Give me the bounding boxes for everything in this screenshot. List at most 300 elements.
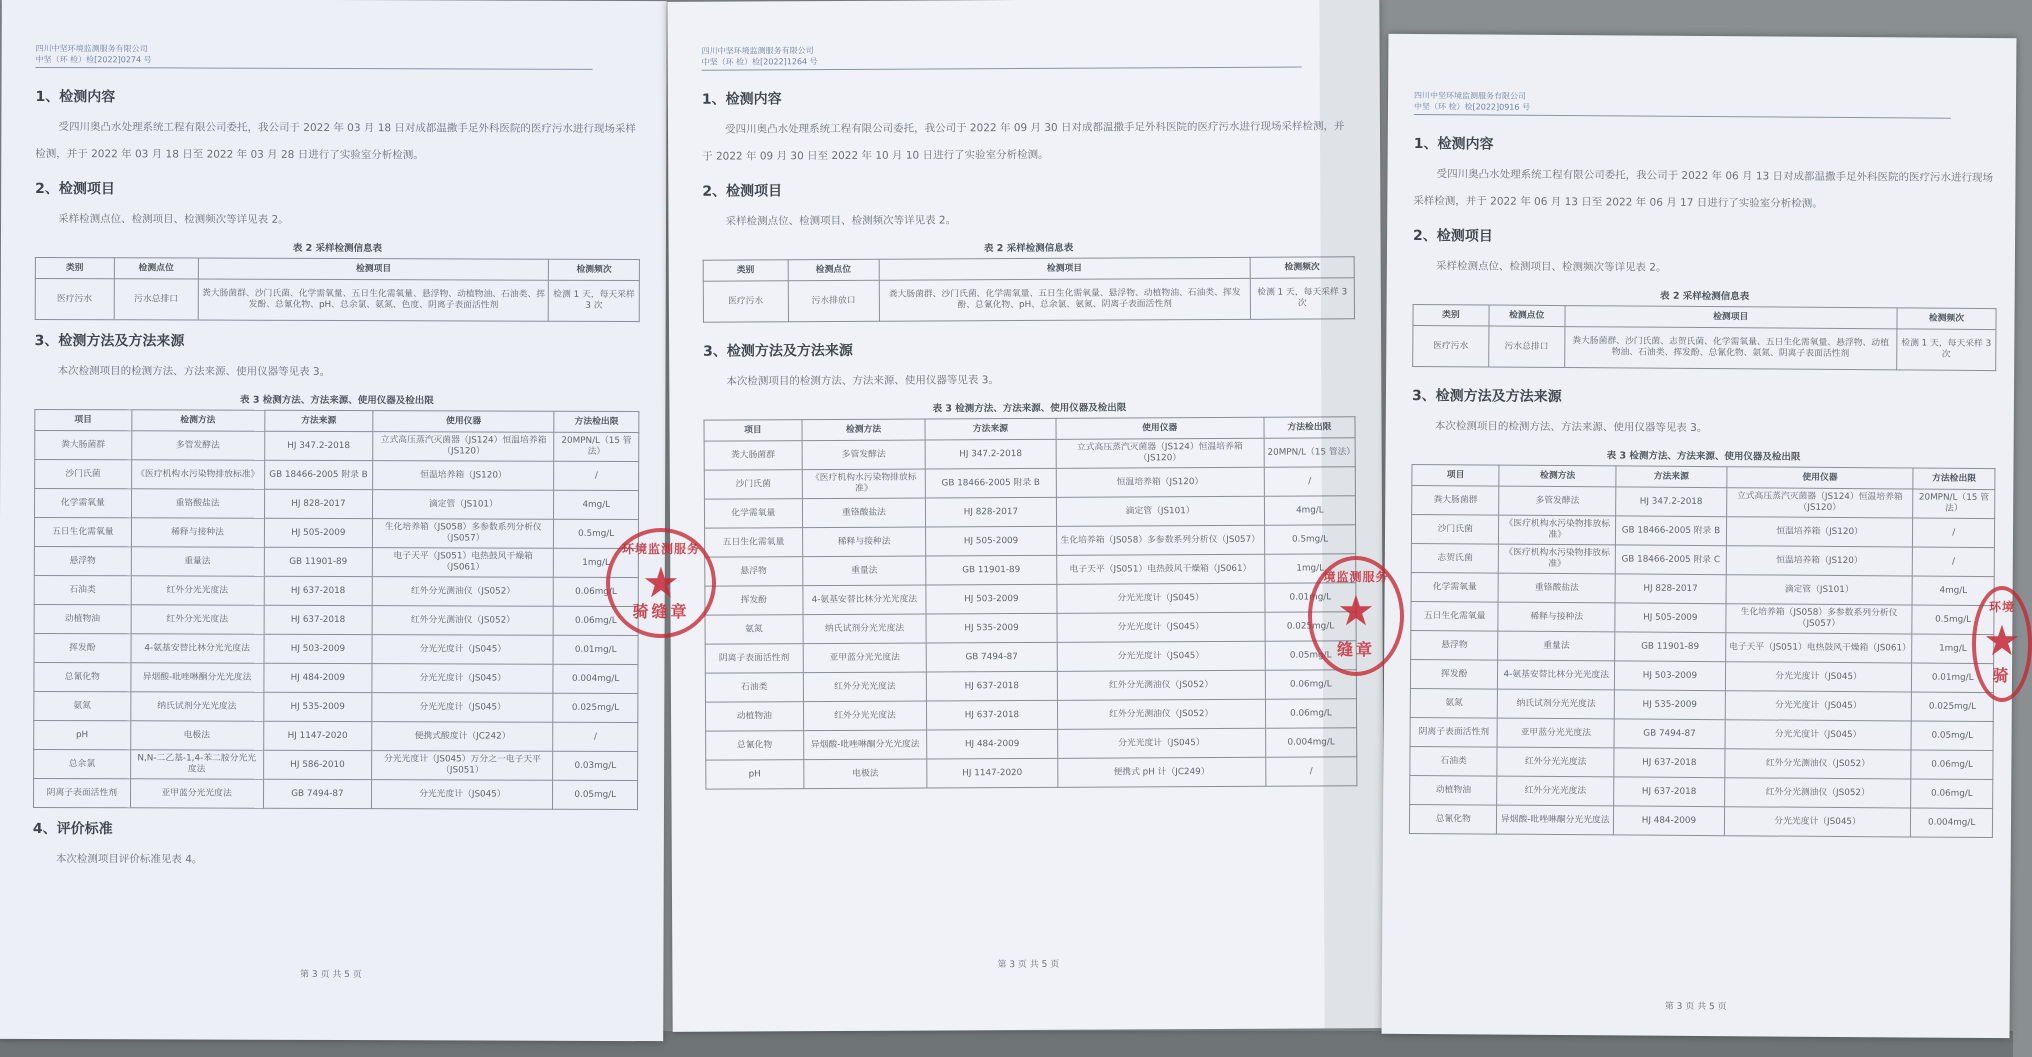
table-cell: 0.06mg/L bbox=[554, 577, 639, 606]
table-cell: 悬浮物 bbox=[1411, 630, 1499, 660]
column-header: 方法检出限 bbox=[554, 411, 639, 432]
seal-mark-text: 骑缝章 bbox=[632, 602, 690, 621]
table-row bbox=[705, 525, 1356, 557]
table-cell: 生化培养箱（JS058）多参数系列分析仪（JS057） bbox=[1726, 604, 1913, 634]
table-cell: 悬浮物 bbox=[705, 557, 803, 587]
table-cell: pH bbox=[34, 720, 131, 749]
table-header-row bbox=[35, 409, 639, 432]
report-sheet-1 bbox=[0, 0, 667, 1041]
table-cell: 医疗污水 bbox=[1413, 325, 1489, 367]
report-number: 中坚（环 检）检[2022]0916 号 bbox=[1413, 101, 1531, 112]
table-row bbox=[1412, 485, 1995, 518]
table-cell: / bbox=[554, 461, 639, 490]
section-title: 1、检测内容 bbox=[701, 91, 782, 108]
table-row bbox=[1410, 659, 1993, 692]
table-cell: 滴定管（JS101） bbox=[1726, 575, 1913, 605]
table-cell: 红外分光光度法 bbox=[1497, 747, 1614, 777]
sampling-info-table bbox=[1412, 304, 1996, 371]
table-header-row bbox=[35, 257, 639, 280]
table-cell: 0.03mg/L bbox=[553, 751, 638, 780]
table-cell: 0.004mg/L bbox=[1911, 808, 1993, 838]
table-cell: 重铬酸盐法 bbox=[131, 489, 264, 518]
table-cell: 20MPN/L（15 管法） bbox=[554, 432, 639, 461]
table-cell: 分光光度计（JS045） bbox=[1724, 807, 1911, 837]
company-name: 四川中坚环境监测服务有限公司 bbox=[35, 43, 148, 54]
table-cell: 多管发酵法 bbox=[131, 431, 264, 460]
table-cell: 动植物油 bbox=[1410, 775, 1498, 805]
table-cell: 0.06mg/L bbox=[1265, 670, 1356, 699]
table-cell: 0.05mg/L bbox=[1265, 641, 1356, 670]
table-cell: 0.06mg/L bbox=[1265, 699, 1356, 728]
sampling-info-table bbox=[703, 256, 1355, 322]
table-cell: 医疗污水 bbox=[35, 278, 114, 319]
column-header: 检测项目 bbox=[1565, 306, 1897, 329]
table-cell: 4-氨基安替比林分光光度法 bbox=[803, 585, 927, 615]
section-text: 本次检测项目评价标准见表 4。 bbox=[55, 853, 203, 866]
table-cell: 石油类 bbox=[705, 673, 803, 703]
table-cell: 化学需氧量 bbox=[35, 488, 132, 517]
table-cell: HJ 503-2009 bbox=[263, 634, 372, 663]
table-cell: 恒温培养箱（JS120） bbox=[373, 461, 554, 491]
table-cell: 红外分光光度法 bbox=[1497, 776, 1614, 806]
table-cell: 《医疗机构水污染物排放标准》 bbox=[131, 460, 264, 489]
table-row bbox=[1411, 543, 1994, 576]
table-cell: 分光光度计（JS045） bbox=[1725, 662, 1912, 692]
table-cell: 粪大肠菌群、沙门氏菌、化学需氧量、五日生化需氧量、悬浮物、动植物油、石油类、挥发酚、总氰化物、pH、总余氯、氨氮、色度、阴离子表面活性剂 bbox=[198, 279, 548, 321]
table-cell: 沙门氏菌 bbox=[35, 459, 132, 488]
table-cell: 悬浮物 bbox=[34, 546, 131, 575]
table-cell: GB 11901-89 bbox=[1615, 632, 1726, 662]
table-row bbox=[706, 728, 1357, 760]
table-row bbox=[34, 749, 638, 780]
section-title: 1、检测内容 bbox=[1413, 135, 1494, 153]
table-cell: 检测 1 天，每天采样 3 次 bbox=[1250, 278, 1354, 320]
table-cell: HJ 637-2018 bbox=[927, 671, 1057, 701]
table-cell: GB 18466-2005 附录 B bbox=[264, 460, 373, 489]
star-icon: ★ bbox=[1983, 616, 2021, 665]
table-cell: 4mg/L bbox=[1264, 496, 1355, 525]
table-cell: 分光光度计（JS045） bbox=[372, 664, 553, 694]
table-cell: HJ 484-2009 bbox=[263, 663, 372, 692]
table-cell: 电子天平（JS051）电热鼓风干燥箱（JS061） bbox=[1725, 633, 1912, 663]
table-cell: 动植物油 bbox=[34, 604, 131, 633]
table-row bbox=[705, 699, 1356, 731]
table-cell: 滴定管（JS101） bbox=[373, 490, 554, 520]
methods-table-body bbox=[33, 430, 638, 809]
table-cell: 立式高压蒸汽灭菌器（JS124）恒温培养箱（JS120） bbox=[1726, 488, 1913, 518]
table-row bbox=[1410, 717, 1993, 750]
table-cell: 20MPN/L（15 管法） bbox=[1264, 438, 1355, 467]
table-cell: 《医疗机构水污染物排放标准》 bbox=[1499, 515, 1616, 545]
table-cell: 检测 1 天，每天采样 3 次 bbox=[549, 280, 640, 321]
table-cell: 0.05mg/L bbox=[1911, 721, 1993, 751]
table-cell: 《医疗机构水污染物排放标准》 bbox=[802, 469, 926, 499]
table-row bbox=[705, 554, 1356, 586]
table-cell: 1mg/L bbox=[1912, 634, 1994, 664]
table-row bbox=[705, 583, 1356, 615]
section-title: 1、检测内容 bbox=[35, 88, 116, 106]
table-row bbox=[35, 488, 639, 519]
table-cell: 0.06mg/L bbox=[1911, 779, 1993, 809]
table-cell: GB 7494-87 bbox=[263, 779, 372, 808]
seal-stamp bbox=[606, 528, 716, 638]
table-cell: HJ 484-2009 bbox=[927, 729, 1057, 759]
table-cell: 总氰化物 bbox=[34, 662, 131, 691]
section-text: 采样检测点位、检测项目、检测频次等详见表 2。 bbox=[58, 213, 289, 226]
table-cell: 红外分光测油仪（JS052） bbox=[1725, 749, 1912, 779]
table-cell: 分光光度计（JS045） bbox=[1725, 720, 1912, 750]
table-cell: 稀释与接种法 bbox=[131, 518, 264, 547]
section-title: 3、检测方法及方法来源 bbox=[34, 332, 185, 350]
table-row bbox=[1411, 572, 1994, 605]
table-cell: 异烟酸-吡唑啉酮分光光度法 bbox=[803, 730, 927, 760]
report-sheet-3 bbox=[1382, 34, 2017, 1038]
section-text: 本次检测项目的检测方法、方法来源、使用仪器等见表 3。 bbox=[1434, 420, 1708, 435]
table-cell: 粪大肠菌群、沙门氏菌、化学需氧量、五日生化需氧量、悬浮物、动植物油、石油类、挥发酚、总氰化物、pH、总余氯、氨氮、阴离子表面活性剂 bbox=[879, 278, 1250, 321]
company-name: 四川中坚环境监测服务有限公司 bbox=[701, 46, 814, 56]
section-title: 2、检测项目 bbox=[702, 183, 783, 200]
table-cell: HJ 637-2018 bbox=[927, 700, 1057, 730]
table-row bbox=[35, 459, 639, 490]
table-cell: 1mg/L bbox=[554, 548, 639, 577]
table-cell: 分光光度计（JS045） bbox=[1725, 691, 1912, 721]
table-cell: 粪大肠菌群 bbox=[704, 441, 802, 471]
seal-arc-text: 环境 bbox=[1988, 600, 2015, 614]
table-cell: 分光光度计（JS045） bbox=[1057, 612, 1265, 642]
table-cell: HJ 503-2009 bbox=[1614, 661, 1725, 691]
table-cell: 污水总排口 bbox=[1488, 326, 1564, 368]
column-header: 检测方法 bbox=[131, 410, 264, 431]
table-cell: 分光光度计（JS045） bbox=[1057, 728, 1265, 758]
table-cell: 0.05mg/L bbox=[553, 780, 638, 809]
section-title: 3、检测方法及方法来源 bbox=[1411, 387, 1562, 406]
table-cell: 4-氨基安替比林分光光度法 bbox=[1498, 660, 1615, 690]
table-cell: 0.004mg/L bbox=[553, 664, 638, 693]
table-cell: HJ 347.2-2018 bbox=[264, 431, 373, 460]
page-number: 第 3 页 共 5 页 bbox=[997, 959, 1060, 971]
table-cell: 石油类 bbox=[34, 575, 131, 604]
table-cell: 医疗污水 bbox=[703, 281, 788, 322]
section-title: 2、检测项目 bbox=[35, 180, 115, 198]
table-cell: 稀释与接种法 bbox=[802, 527, 926, 557]
table-cell: 红外分光测油仪（JS052） bbox=[1724, 778, 1911, 808]
table-cell: 恒温培养箱（JS120） bbox=[1726, 517, 1913, 547]
table-cell: 总余氯 bbox=[34, 749, 131, 778]
table-cell: 亚甲蓝分光光度法 bbox=[803, 643, 927, 673]
table-cell: 红外分光光度法 bbox=[803, 701, 927, 731]
column-header: 方法检出限 bbox=[1913, 468, 1995, 490]
sheet-header bbox=[1414, 90, 1951, 119]
table-row bbox=[1410, 688, 1993, 721]
table-cell: 分光光度计（JS045） bbox=[372, 635, 553, 665]
methods-table bbox=[703, 416, 1357, 789]
table-cell: 阴离子表面活性剂 bbox=[1410, 717, 1498, 747]
table-cell: 挥发酚 bbox=[705, 586, 803, 616]
table-cell: 0.025mg/L bbox=[1265, 612, 1356, 641]
column-header: 项目 bbox=[704, 420, 802, 442]
table-caption: 表 2 采样检测信息表 bbox=[983, 242, 1074, 255]
table-cell: 重量法 bbox=[131, 547, 264, 576]
table-cell: HJ 1147-2020 bbox=[927, 758, 1057, 788]
table-cell: 生化培养箱（JS058）多参数系列分析仪（JS057） bbox=[1056, 525, 1264, 555]
table-cell: HJ 347.2-2018 bbox=[1616, 487, 1727, 517]
methods-table-body bbox=[1409, 485, 1994, 837]
table-cell: HJ 484-2009 bbox=[1613, 806, 1724, 836]
column-header: 检测频次 bbox=[549, 259, 640, 280]
table-cell: HJ 503-2009 bbox=[926, 584, 1056, 614]
seal-mark-text: 骑 bbox=[1992, 666, 2012, 685]
table-cell: 0.5mg/L bbox=[1264, 525, 1355, 554]
table-cell: 0.025mg/L bbox=[1912, 692, 1994, 722]
table-cell: 沙门氏菌 bbox=[1411, 514, 1499, 544]
table-cell: 分光光度计（JS045） bbox=[372, 780, 553, 810]
table-row bbox=[34, 575, 638, 606]
table-cell: GB 18466-2005 附录 B bbox=[926, 468, 1056, 498]
table-row bbox=[706, 757, 1357, 789]
table-cell: 分光光度计（JS045）万分之一电子天平（JS051） bbox=[372, 751, 553, 781]
table-cell: 0.06mg/L bbox=[1911, 750, 1993, 780]
table-row bbox=[704, 438, 1355, 470]
star-icon: ★ bbox=[1337, 586, 1375, 635]
table-cell: 纳氏试剂分光光度法 bbox=[803, 614, 927, 644]
methods-table bbox=[33, 409, 639, 810]
table-cell: 便携式 pH 计（JC249） bbox=[1057, 757, 1265, 787]
table-cell: HJ 347.2-2018 bbox=[925, 439, 1055, 469]
table-row bbox=[34, 633, 638, 664]
table-cell: 红外分光光度法 bbox=[131, 605, 264, 634]
column-header: 检测项目 bbox=[198, 258, 548, 280]
table-cell: HJ 828-2017 bbox=[1615, 574, 1726, 604]
table-cell: 重量法 bbox=[1498, 631, 1615, 661]
table-cell: 检测 1 天，每天采样 3 次 bbox=[1897, 329, 1996, 371]
column-header: 检测频次 bbox=[1897, 308, 1996, 330]
table-cell: 五日生化需氧量 bbox=[705, 528, 803, 558]
table-cell: HJ 586-2010 bbox=[263, 750, 372, 779]
table-cell: 4mg/L bbox=[1912, 576, 1994, 606]
table-cell: 阴离子表面活性剂 bbox=[705, 644, 803, 674]
table-cell: 粪大肠菌群 bbox=[1412, 485, 1500, 515]
table-cell: 分光光度计（JS045） bbox=[1056, 583, 1264, 613]
table-cell: 电极法 bbox=[130, 721, 263, 750]
table-cell: 总氰化物 bbox=[706, 731, 804, 761]
table-cell: / bbox=[1264, 467, 1355, 496]
table-cell: 恒温培养箱（JS120） bbox=[1726, 546, 1913, 576]
table-cell: 立式高压蒸汽灭菌器（JS124）恒温培养箱（JS120） bbox=[373, 432, 554, 462]
table-cell: 粪大肠菌群、沙门氏菌、志贺氏菌、化学需氧量、五日生化需氧量、悬浮物、动植物油、石油类、挥发酚、总氰化物、氨氮、阴离子表面活性剂 bbox=[1564, 327, 1897, 370]
table-cell: N,N-二乙基-1,4-苯二胺分光光度法 bbox=[130, 750, 263, 779]
table-cell: 恒温培养箱（JS120） bbox=[1056, 467, 1264, 497]
table-cell: 4-氨基安替比林分光光度法 bbox=[131, 634, 264, 663]
column-header: 使用仪器 bbox=[1727, 467, 1914, 489]
table-row bbox=[705, 612, 1356, 644]
section-text: 采样检测点位、检测项目、检测频次等详见表 2。 bbox=[725, 214, 957, 228]
table-cell: 红外分光测油仪（JS052） bbox=[1057, 670, 1265, 700]
star-icon: ★ bbox=[642, 558, 680, 607]
table-cell: HJ 505-2009 bbox=[926, 526, 1056, 556]
table-cell: 0.5mg/L bbox=[1912, 605, 1994, 635]
table-cell: GB 18466-2005 附录 B bbox=[1615, 516, 1726, 546]
column-header: 检测频次 bbox=[1250, 257, 1354, 279]
column-header: 方法检出限 bbox=[1264, 417, 1355, 438]
table-row bbox=[1411, 514, 1994, 547]
table-cell: HJ 505-2009 bbox=[264, 518, 373, 547]
table-cell: 4mg/L bbox=[554, 490, 639, 519]
table-cell: 电极法 bbox=[803, 759, 927, 789]
section-text: 受四川奥凸水处理系统工程有限公司委托，我公司于 2022 年 09 月 30 日对成都温撒手足外科医院的医疗污水进行现场采样检测，并于 2022 年 09 月 30 日至 2022 年 10 月 10 日进行了实验室分析检测。 bbox=[702, 120, 1345, 163]
sampling-info-table bbox=[35, 257, 640, 322]
table-row bbox=[34, 662, 638, 693]
table-cell: 挥发酚 bbox=[34, 633, 131, 662]
table-cell: 20MPN/L（15 管法） bbox=[1913, 489, 1995, 519]
table-row bbox=[1411, 630, 1994, 663]
table-cell: 亚甲蓝分光光度法 bbox=[1497, 718, 1614, 748]
table-row bbox=[35, 278, 639, 321]
table-cell: GB 11901-89 bbox=[264, 547, 373, 576]
table-cell: 阴离子表面活性剂 bbox=[33, 778, 130, 807]
table-cell: 稀释与接种法 bbox=[1498, 602, 1615, 632]
column-header: 检测点位 bbox=[114, 258, 199, 279]
methods-table-body bbox=[704, 438, 1357, 789]
table-row bbox=[34, 720, 638, 751]
table-cell: 异烟酸-吡唑啉酮分光光度法 bbox=[1497, 805, 1614, 835]
table-cell: 重量法 bbox=[802, 556, 926, 586]
report-number: 中坚（环 检）检[2022]1264 号 bbox=[701, 57, 818, 67]
table-cell: 红外分光测油仪（JS052） bbox=[372, 606, 553, 636]
table-cell: HJ 535-2009 bbox=[263, 692, 372, 721]
table-row bbox=[705, 670, 1356, 702]
table-cell: 0.06mg/L bbox=[554, 606, 639, 635]
section-title: 4、评价标准 bbox=[32, 820, 113, 838]
section-text: 本次检测项目的检测方法、方法来源、使用仪器等见表 3。 bbox=[726, 374, 999, 388]
column-header: 类别 bbox=[1413, 304, 1489, 326]
table-cell: GB 7494-87 bbox=[926, 642, 1056, 672]
table-cell: 纳氏试剂分光光度法 bbox=[1498, 689, 1615, 719]
table-caption: 表 3 检测方法、方法来源、使用仪器及检出限 bbox=[240, 394, 434, 407]
table-cell: 红外分光测油仪（JS052） bbox=[1057, 699, 1265, 729]
table-cell: HJ 535-2009 bbox=[1614, 690, 1725, 720]
table-cell: 红外分光光度法 bbox=[131, 576, 264, 605]
table-cell: 亚甲蓝分光光度法 bbox=[130, 779, 263, 808]
table-cell: 污水总排口 bbox=[114, 279, 199, 320]
column-header: 类别 bbox=[703, 260, 788, 281]
table-cell: 0.01mg/L bbox=[1912, 663, 1994, 693]
table-cell: 异烟酸-吡唑啉酮分光光度法 bbox=[131, 663, 264, 692]
column-header: 方法来源 bbox=[925, 418, 1055, 440]
table-caption: 表 3 检测方法、方法来源、使用仪器及检出限 bbox=[1606, 450, 1801, 463]
table-row bbox=[704, 496, 1355, 528]
table-caption: 表 3 检测方法、方法来源、使用仪器及检出限 bbox=[932, 402, 1127, 415]
table-row bbox=[1413, 325, 1996, 370]
table-cell: 0.025mg/L bbox=[553, 693, 638, 722]
table-cell: 五日生化需氧量 bbox=[34, 517, 131, 546]
column-header: 检测方法 bbox=[802, 419, 926, 441]
seal-stamp bbox=[1308, 556, 1404, 676]
sheet-header bbox=[702, 43, 1302, 71]
table-cell: / bbox=[1913, 547, 1995, 577]
table-cell: 粪大肠菌群 bbox=[35, 430, 132, 459]
table-cell: pH bbox=[706, 760, 804, 790]
table-cell: 动植物油 bbox=[705, 702, 803, 732]
table-cell: 红外分光测油仪（JS052） bbox=[372, 577, 553, 607]
table-cell: 氨氮 bbox=[705, 615, 803, 645]
table-cell: 生化培养箱（JS058）多参数系列分析仪（JS057） bbox=[373, 519, 554, 549]
column-header: 方法来源 bbox=[264, 410, 373, 431]
table-row bbox=[1411, 601, 1994, 634]
column-header: 使用仪器 bbox=[373, 411, 554, 433]
table-caption: 表 2 采样检测信息表 bbox=[1660, 290, 1750, 303]
table-row bbox=[1409, 804, 1992, 837]
table-cell: 挥发酚 bbox=[1410, 659, 1498, 689]
table-cell: HJ 1147-2020 bbox=[263, 721, 372, 750]
table-cell: GB 18466-2005 附录 C bbox=[1615, 545, 1726, 575]
table-cell: 志贺氏菌 bbox=[1411, 543, 1499, 573]
table-cell: GB 11901-89 bbox=[926, 555, 1056, 585]
page-number: 第 3 页 共 5 页 bbox=[1664, 1001, 1727, 1013]
section-text: 受四川奥凸水处理系统工程有限公司委托，我公司于 2022 年 03 月 18 日对成都温撒手足外科医院的医疗污水进行现场采样检测，并于 2022 年 03 月 18 日至 2022 年 03 月 28 日进行了实验室分析检测。 bbox=[35, 121, 636, 162]
table-row bbox=[1410, 775, 1993, 808]
table-cell: HJ 637-2018 bbox=[1614, 748, 1725, 778]
table-row bbox=[34, 517, 638, 548]
table-cell: 多管发酵法 bbox=[802, 440, 926, 470]
table-cell: 氨氮 bbox=[1410, 688, 1498, 718]
table-row bbox=[33, 778, 637, 809]
table-cell: HJ 535-2009 bbox=[926, 613, 1056, 643]
table-cell: HJ 637-2018 bbox=[1614, 777, 1725, 807]
report-number: 中坚（环 检）检[2022]0274 号 bbox=[35, 54, 152, 65]
column-header: 项目 bbox=[1412, 464, 1500, 486]
table-cell: 0.01mg/L bbox=[1265, 583, 1356, 612]
column-header: 检测点位 bbox=[1489, 305, 1565, 327]
table-cell: 分光光度计（JS045） bbox=[372, 693, 553, 723]
table-cell: 0.004mg/L bbox=[1265, 728, 1356, 757]
table-cell: 石油类 bbox=[1410, 746, 1498, 776]
column-header: 类别 bbox=[35, 257, 114, 278]
methods-table bbox=[1409, 464, 1996, 838]
table-cell: 化学需氧量 bbox=[1411, 572, 1499, 602]
table-caption: 表 2 采样检测信息表 bbox=[292, 242, 383, 255]
table-cell: 《医疗机构水污染物排放标准》 bbox=[1499, 544, 1616, 574]
table-cell: 便携式酸度计（JC242） bbox=[372, 722, 553, 752]
column-header: 检测项目 bbox=[879, 257, 1250, 280]
table-row bbox=[34, 546, 638, 577]
table-row bbox=[1410, 746, 1993, 779]
table-cell: 纳氏试剂分光光度法 bbox=[130, 692, 263, 721]
table-cell: / bbox=[1913, 518, 1995, 548]
table-cell: 总氰化物 bbox=[1409, 804, 1497, 834]
column-header: 检测点位 bbox=[788, 259, 879, 280]
table-cell: 沙门氏菌 bbox=[704, 470, 802, 500]
table-cell: 电子天平（JS051）电热鼓风干燥箱（JS061） bbox=[373, 548, 554, 578]
section-title: 3、检测方法及方法来源 bbox=[703, 342, 853, 360]
table-cell: GB 7494-87 bbox=[1614, 719, 1725, 749]
table-cell: 五日生化需氧量 bbox=[1411, 601, 1499, 631]
seal-arc-text: 环境监测服务 bbox=[621, 542, 700, 556]
section-text: 本次检测项目的检测方法、方法来源、使用仪器等见表 3。 bbox=[57, 365, 331, 378]
table-row bbox=[34, 604, 638, 635]
table-row bbox=[703, 278, 1354, 322]
table-cell: 电子天平（JS051）电热鼓风干燥箱（JS061） bbox=[1056, 554, 1264, 584]
table-cell: 重铬酸盐法 bbox=[802, 498, 926, 528]
table-row bbox=[705, 641, 1356, 673]
table-cell: 分光光度计（JS045） bbox=[1057, 641, 1265, 671]
table-cell: 氨氮 bbox=[34, 691, 131, 720]
column-header: 检测方法 bbox=[1499, 465, 1616, 487]
table-cell: / bbox=[1266, 757, 1357, 786]
table-cell: HJ 828-2017 bbox=[264, 489, 373, 518]
company-name: 四川中坚环境监测服务有限公司 bbox=[1414, 91, 1527, 101]
seal-mark-text: 缝章 bbox=[1336, 640, 1375, 659]
report-sheet-2 bbox=[667, 0, 1384, 1032]
